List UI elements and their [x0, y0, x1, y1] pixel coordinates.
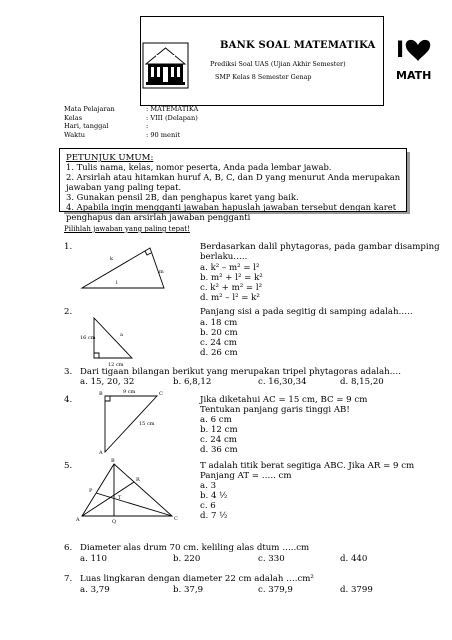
subject-info	[64, 105, 198, 139]
q5-label-p: P	[89, 488, 93, 494]
meta-value: : VIII (Delapan)	[146, 113, 198, 122]
q2-option-a[interactable]: a. 18 cm	[200, 318, 238, 328]
meta-row	[64, 105, 198, 114]
q1-text-line: Berdasarkan dalil phytagoras, pada gambar disamping	[200, 242, 440, 252]
q2-option-c[interactable]: c. 24 cm	[200, 338, 237, 348]
instructions-box	[59, 148, 407, 222]
q4-triangle-figure	[95, 388, 165, 456]
q5-label-r: R	[136, 477, 140, 483]
q7-option-c[interactable]: c. 379,9	[258, 585, 293, 595]
q5-option-b[interactable]: b. 4 ½	[200, 491, 228, 501]
q2-label-a: a	[120, 332, 123, 338]
school-building-logo-icon	[142, 42, 189, 89]
q1-option-b[interactable]: b. m² + l² = k²	[200, 273, 263, 283]
header-subtitle-1: Prediksi Soal UAS (Ujian Akhir Semester)	[210, 60, 346, 68]
q4-option-c[interactable]: c. 24 cm	[200, 435, 237, 445]
q1-label-m: m	[159, 269, 164, 275]
q4-label-hyp: 15 cm	[139, 421, 155, 427]
instruction-item: 4. Apabila ingin mengganti jawaban hapuslah jawaban tersebut dengan karet	[66, 202, 397, 212]
q7-option-d[interactable]: d. 3799	[340, 585, 373, 595]
q2-label-base: 12 cm	[108, 362, 124, 368]
q4-option-a[interactable]: a. 6 cm	[200, 415, 232, 425]
meta-value: : MATEMATIKA	[146, 105, 199, 113]
q2-label-side: 16 cm	[80, 335, 96, 341]
meta-row	[64, 114, 198, 123]
i-love-math-logo-icon	[394, 33, 436, 89]
q6-option-b[interactable]: b. 220	[173, 554, 201, 564]
q1-triangle-figure	[80, 244, 170, 290]
q1-option-a[interactable]: a. k² – m² = l²	[200, 263, 260, 273]
q4-text-line: Tentukan panjang garis tinggi AB!	[200, 405, 350, 415]
instruction-item: 3. Gunakan pensil 2B, dan penghapus karet yang baik.	[66, 192, 299, 202]
question-number: 4.	[64, 395, 73, 405]
q4-label-top: 9 cm	[123, 389, 136, 395]
q4-text-line: Jika diketahui AC = 15 cm, BC = 9 cm	[200, 395, 368, 405]
question-number: 1.	[64, 242, 73, 252]
q5-label-c: C	[174, 516, 178, 522]
q4-option-d[interactable]: d. 36 cm	[200, 445, 238, 455]
question-number: 5.	[64, 461, 73, 471]
header-title: BANK SOAL MATEMATIKA	[220, 40, 376, 51]
q3-option-a[interactable]: a. 15, 20, 32	[80, 377, 135, 387]
q5-text-line: Panjang AT = ….. cm	[200, 471, 292, 481]
answer-instruction: Pilihlah jawaban yang paling tepat!	[64, 225, 190, 233]
q5-triangle-figure	[74, 458, 180, 528]
meta-key: Waktu	[64, 130, 86, 139]
q7-option-a[interactable]: a. 3,79	[80, 585, 110, 595]
question-number: 3.	[64, 367, 73, 377]
meta-row	[64, 131, 198, 140]
q4-option-b[interactable]: b. 12 cm	[200, 425, 238, 435]
header-subtitle-2: SMP Kelas 8 Semester Genap	[215, 73, 312, 81]
q1-label-l: l	[116, 280, 118, 286]
meta-row	[64, 122, 198, 131]
q5-label-t: T	[118, 495, 122, 501]
q5-label-q: Q	[112, 519, 117, 525]
q1-option-d[interactable]: d. m² – l² = k²	[200, 293, 260, 303]
meta-value: :	[146, 122, 149, 130]
q5-label-b: B	[111, 458, 115, 464]
meta-value: : 90 menit	[146, 130, 180, 139]
q3-option-b[interactable]: b. 6,8,12	[173, 377, 212, 387]
instruction-item: 2. Arsirlah atau hitamkan huruf A, B, C, dan D yang menurut Anda merupakan	[66, 172, 401, 182]
q2-text-line: Panjang sisi a pada segitig di samping adalah…..	[200, 307, 413, 317]
q4-label-b: B	[99, 391, 103, 397]
instruction-item: jawaban yang paling tepat.	[66, 182, 182, 192]
instructions-title: PETUNJUK UMUM:	[66, 153, 154, 163]
meta-key: Kelas	[64, 113, 83, 122]
instruction-item: 1. Tulis nama, kelas, nomor peserta, Anda pada lembar jawab.	[66, 162, 332, 172]
question-number: 2.	[64, 307, 73, 317]
question-number: 6.	[64, 543, 73, 553]
q1-option-c[interactable]: c. k² + m² = l²	[200, 283, 263, 293]
q5-option-c[interactable]: c. 6	[200, 501, 216, 511]
heart-logo-i: I	[396, 38, 405, 63]
q2-option-b[interactable]: b. 20 cm	[200, 328, 238, 338]
q6-option-d[interactable]: d. 440	[340, 554, 368, 564]
q5-text-line: T adalah titik berat segitiga ABC. Jika AR = 9 cm	[200, 461, 415, 471]
meta-key: Hari, tanggal	[64, 122, 109, 130]
q2-option-d[interactable]: d. 26 cm	[200, 348, 238, 358]
q1-label-k: k	[110, 256, 114, 262]
q5-label-a: A	[76, 517, 80, 523]
q7-option-b[interactable]: b. 37,9	[173, 585, 204, 595]
q1-text-line: berlaku…..	[200, 252, 248, 262]
q3-option-c[interactable]: c. 16,30,34	[258, 377, 307, 387]
q3-text: Dari tigaan bilangan berikut yang merupakan tripel phytagoras adalah….	[80, 367, 401, 377]
meta-key: Mata Pelajaran	[64, 105, 115, 113]
q4-label-a: A	[99, 450, 103, 456]
q5-option-d[interactable]: d. 7 ½	[200, 511, 228, 521]
q6-option-c[interactable]: c. 330	[258, 554, 285, 564]
q4-label-c: C	[159, 391, 163, 397]
q2-triangle-figure	[80, 316, 140, 368]
q7-text: Luas lingkaran dengan diameter 22 cm adalah ….cm²	[80, 574, 314, 584]
heart-logo-math: MATH	[396, 69, 432, 82]
q6-option-a[interactable]: a. 110	[80, 554, 107, 564]
q5-option-a[interactable]: a. 3	[200, 481, 217, 491]
question-number: 7.	[64, 574, 73, 584]
instruction-item: penghapus dan arsirlah jawaban pengganti	[66, 212, 251, 222]
q3-option-d[interactable]: d. 8,15,20	[340, 377, 384, 387]
q6-text: Diameter alas drum 70 cm. keliling alas dtum …..cm	[80, 543, 310, 553]
